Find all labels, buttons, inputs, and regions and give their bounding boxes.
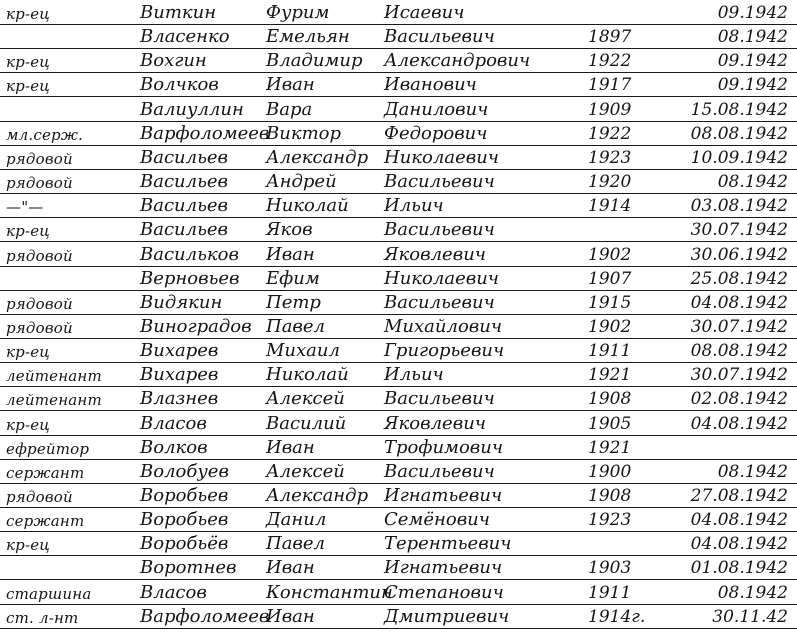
surname-cell: Вихарев xyxy=(140,340,219,362)
rank-cell: кр-ец xyxy=(6,5,50,23)
given-name-cell: Александр xyxy=(266,485,369,506)
date-cell: 25.08.1942 xyxy=(690,268,788,289)
patronymic-cell: Иванович xyxy=(384,74,477,96)
given-name-cell: Ефим xyxy=(266,267,320,289)
rank-cell: кр-ец xyxy=(6,343,50,362)
patronymic-cell: Ильич xyxy=(384,364,444,386)
list-row xyxy=(0,242,797,267)
patronymic-cell: Исаевич xyxy=(384,2,465,23)
list-row xyxy=(0,604,797,629)
patronymic-cell: Васильевич xyxy=(384,388,495,410)
patronymic-cell: Трофимович xyxy=(384,436,504,458)
date-cell: 04.08.1942 xyxy=(690,534,788,555)
surname-cell: Воротнев xyxy=(140,557,237,579)
date-cell: 08.1942 xyxy=(717,582,788,603)
surname-cell: Валиуллин xyxy=(140,98,244,120)
given-name-cell: Иван xyxy=(266,436,315,458)
surname-cell: Вохгин xyxy=(140,50,207,72)
rank-cell: старшина xyxy=(6,584,92,603)
given-name-cell: Фурим xyxy=(266,2,330,23)
rank-cell: рядовой xyxy=(6,174,73,193)
date-cell: 30.07.1942 xyxy=(690,316,788,337)
rank-cell: —"— xyxy=(6,198,44,217)
list-row xyxy=(0,169,797,194)
birth-year-cell: 1923 xyxy=(588,510,632,531)
list-row xyxy=(0,459,797,484)
list-row xyxy=(0,435,797,460)
given-name-cell: Вара xyxy=(266,98,313,120)
rank-cell: рядовой xyxy=(6,318,73,337)
birth-year-cell: 1908 xyxy=(588,389,632,410)
date-cell: 09.1942 xyxy=(717,75,788,96)
list-row xyxy=(0,338,797,363)
rank-cell: рядовой xyxy=(6,488,73,506)
given-name-cell: Владимир xyxy=(266,50,363,72)
list-row xyxy=(0,411,797,436)
given-name-cell: Алексей xyxy=(266,460,345,482)
given-name-cell: Виктор xyxy=(266,122,341,144)
list-row xyxy=(0,507,797,532)
surname-cell: Васильков xyxy=(140,243,239,265)
birth-year-cell: 1917 xyxy=(588,75,632,96)
surname-cell: Варфоломеев xyxy=(140,122,270,144)
patronymic-cell: Григорьевич xyxy=(384,340,505,362)
rank-cell: сержант xyxy=(6,463,85,482)
given-name-cell: Петр xyxy=(266,291,321,313)
given-name-cell: Николай xyxy=(266,195,349,217)
surname-cell: Васильев xyxy=(140,146,229,168)
list-row xyxy=(0,217,797,242)
list-row xyxy=(0,531,797,556)
date-cell: 10.09.1942 xyxy=(690,147,788,168)
given-name-cell: Яков xyxy=(266,219,313,241)
birth-year-cell: 1922 xyxy=(588,51,632,72)
rank-cell: ст. л-нт xyxy=(6,608,79,627)
birth-year-cell: 1922 xyxy=(588,123,632,144)
given-name-cell: Михаил xyxy=(266,340,340,362)
rank-cell: кр-ец xyxy=(6,53,50,72)
birth-year-cell: 1907 xyxy=(588,268,632,289)
list-row xyxy=(0,483,797,508)
birth-year-cell: 1909 xyxy=(588,99,632,120)
given-name-cell: Константин xyxy=(266,581,393,603)
birth-year-cell: 1900 xyxy=(588,461,632,482)
surname-cell: Волобуев xyxy=(140,460,229,482)
list-row xyxy=(0,290,797,315)
date-cell: 30.07.1942 xyxy=(690,365,788,386)
date-cell: 09.1942 xyxy=(717,3,788,23)
patronymic-cell: Васильевич xyxy=(384,171,495,193)
date-cell: 30.11.42 xyxy=(712,606,788,627)
given-name-cell: Павел xyxy=(266,315,326,337)
patronymic-cell: Ильич xyxy=(384,195,444,217)
date-cell: 08.08.1942 xyxy=(690,123,788,144)
given-name-cell: Павел xyxy=(266,533,326,555)
list-row xyxy=(0,0,797,25)
birth-year-cell: 1915 xyxy=(588,292,632,313)
date-cell: 30.06.1942 xyxy=(690,244,788,265)
rank-cell: сержант xyxy=(6,512,85,531)
patronymic-cell: Федорович xyxy=(384,122,488,144)
date-cell: 27.08.1942 xyxy=(690,486,788,506)
ruled-line xyxy=(0,628,797,629)
date-cell: 01.08.1942 xyxy=(690,558,788,579)
patronymic-cell: Терентьевич xyxy=(384,533,512,555)
list-row xyxy=(0,193,797,218)
patronymic-cell: Васильевич xyxy=(384,219,495,241)
surname-cell: Воробьёв xyxy=(140,533,229,555)
date-cell: 04.08.1942 xyxy=(690,510,788,531)
given-name-cell: Иван xyxy=(266,605,315,627)
list-row xyxy=(0,580,797,605)
given-name-cell: Емельян xyxy=(266,26,350,48)
patronymic-cell: Степанович xyxy=(384,581,504,603)
patronymic-cell: Игнатьевич xyxy=(384,557,503,579)
patronymic-cell: Николаевич xyxy=(384,146,499,168)
list-row xyxy=(0,145,797,170)
rank-cell: лейтенант xyxy=(6,391,102,410)
date-cell: 03.08.1942 xyxy=(690,196,788,217)
patronymic-cell: Яковлевич xyxy=(384,412,486,434)
surname-cell: Вихарев xyxy=(140,364,219,386)
surname-cell: Власов xyxy=(140,412,207,434)
birth-year-cell: 1897 xyxy=(588,27,632,48)
rank-cell: лейтенант xyxy=(6,367,102,386)
birth-year-cell: 1923 xyxy=(588,147,632,168)
list-row xyxy=(0,48,797,73)
birth-year-cell: 1911 xyxy=(588,341,632,362)
rank-cell: кр-ец xyxy=(6,415,50,434)
surname-cell: Васильев xyxy=(140,171,229,193)
birth-year-cell: 1914 xyxy=(588,196,632,217)
given-name-cell: Андрей xyxy=(266,171,337,193)
date-cell: 02.08.1942 xyxy=(690,389,788,410)
given-name-cell: Иван xyxy=(266,557,315,579)
surname-cell: Влазнев xyxy=(140,388,219,410)
date-cell: 08.1942 xyxy=(717,461,788,482)
list-row xyxy=(0,386,797,411)
date-cell: 08.1942 xyxy=(717,27,788,48)
given-name-cell: Данил xyxy=(266,509,327,531)
surname-cell: Волчков xyxy=(140,74,219,96)
patronymic-cell: Васильевич xyxy=(384,460,495,482)
surname-cell: Волков xyxy=(140,436,208,458)
rank-cell: рядовой xyxy=(6,246,73,265)
patronymic-cell: Александрович xyxy=(384,50,531,72)
rank-cell: рядовой xyxy=(6,294,73,313)
date-cell: 15.08.1942 xyxy=(690,99,788,120)
date-cell: 04.08.1942 xyxy=(690,413,788,434)
patronymic-cell: Васильевич xyxy=(384,26,495,48)
rank-cell: ефрейтор xyxy=(6,439,90,458)
rank-cell: мл.серж. xyxy=(6,125,84,144)
list-row xyxy=(0,97,797,122)
given-name-cell: Алексей xyxy=(266,388,345,410)
surname-cell: Воробьев xyxy=(140,485,229,506)
surname-cell: Варфоломеев xyxy=(140,605,270,627)
list-row xyxy=(0,555,797,580)
surname-cell: Виноградов xyxy=(140,315,252,337)
rank-cell: рядовой xyxy=(6,149,73,168)
rank-cell: кр-ец xyxy=(6,77,50,96)
list-row xyxy=(0,362,797,387)
given-name-cell: Василий xyxy=(266,412,347,434)
birth-year-cell: 1908 xyxy=(588,486,632,506)
surname-cell: Воробьев xyxy=(140,509,229,531)
patronymic-cell: Игнатьевич xyxy=(384,485,503,506)
birth-year-cell: 1920 xyxy=(588,172,632,193)
date-cell: 30.07.1942 xyxy=(690,220,788,241)
list-row xyxy=(0,121,797,146)
patronymic-cell: Яковлевич xyxy=(384,243,486,265)
surname-cell: Верновьев xyxy=(140,267,240,289)
patronymic-cell: Семёнович xyxy=(384,509,490,531)
rank-cell: кр-ец xyxy=(6,536,50,555)
surname-cell: Васильев xyxy=(140,219,229,241)
date-cell: 09.1942 xyxy=(717,51,788,72)
birth-year-cell: 1902 xyxy=(588,244,632,265)
list-row xyxy=(0,314,797,339)
birth-year-cell: 1903 xyxy=(588,558,632,579)
birth-year-cell: 1905 xyxy=(588,413,632,434)
patronymic-cell: Николаевич xyxy=(384,267,499,289)
list-row xyxy=(0,72,797,97)
date-cell: 08.08.1942 xyxy=(690,341,788,362)
list-row xyxy=(0,266,797,291)
birth-year-cell: 1911 xyxy=(588,582,632,603)
given-name-cell: Иван xyxy=(266,74,315,96)
patronymic-cell: Михайлович xyxy=(384,315,503,337)
rank-cell: кр-ец xyxy=(6,222,50,241)
date-cell: 08.1942 xyxy=(717,172,788,193)
given-name-cell: Николай xyxy=(266,364,349,386)
surname-cell: Васильев xyxy=(140,195,229,217)
birth-year-cell: 1921 xyxy=(588,365,632,386)
birth-year-cell: 1921 xyxy=(588,437,632,458)
given-name-cell: Александр xyxy=(266,146,369,168)
patronymic-cell: Дмитриевич xyxy=(384,605,510,627)
surname-cell: Власов xyxy=(140,581,207,603)
date-cell: 04.08.1942 xyxy=(690,292,788,313)
patronymic-cell: Данилович xyxy=(384,98,489,120)
patronymic-cell: Васильевич xyxy=(384,291,495,313)
birth-year-cell: 1902 xyxy=(588,316,632,337)
surname-cell: Видякин xyxy=(140,291,223,313)
birth-year-cell: 1914г. xyxy=(588,606,646,627)
surname-cell: Власенко xyxy=(140,26,230,48)
given-name-cell: Иван xyxy=(266,243,315,265)
surname-cell: Виткин xyxy=(140,2,217,23)
list-row xyxy=(0,24,797,49)
